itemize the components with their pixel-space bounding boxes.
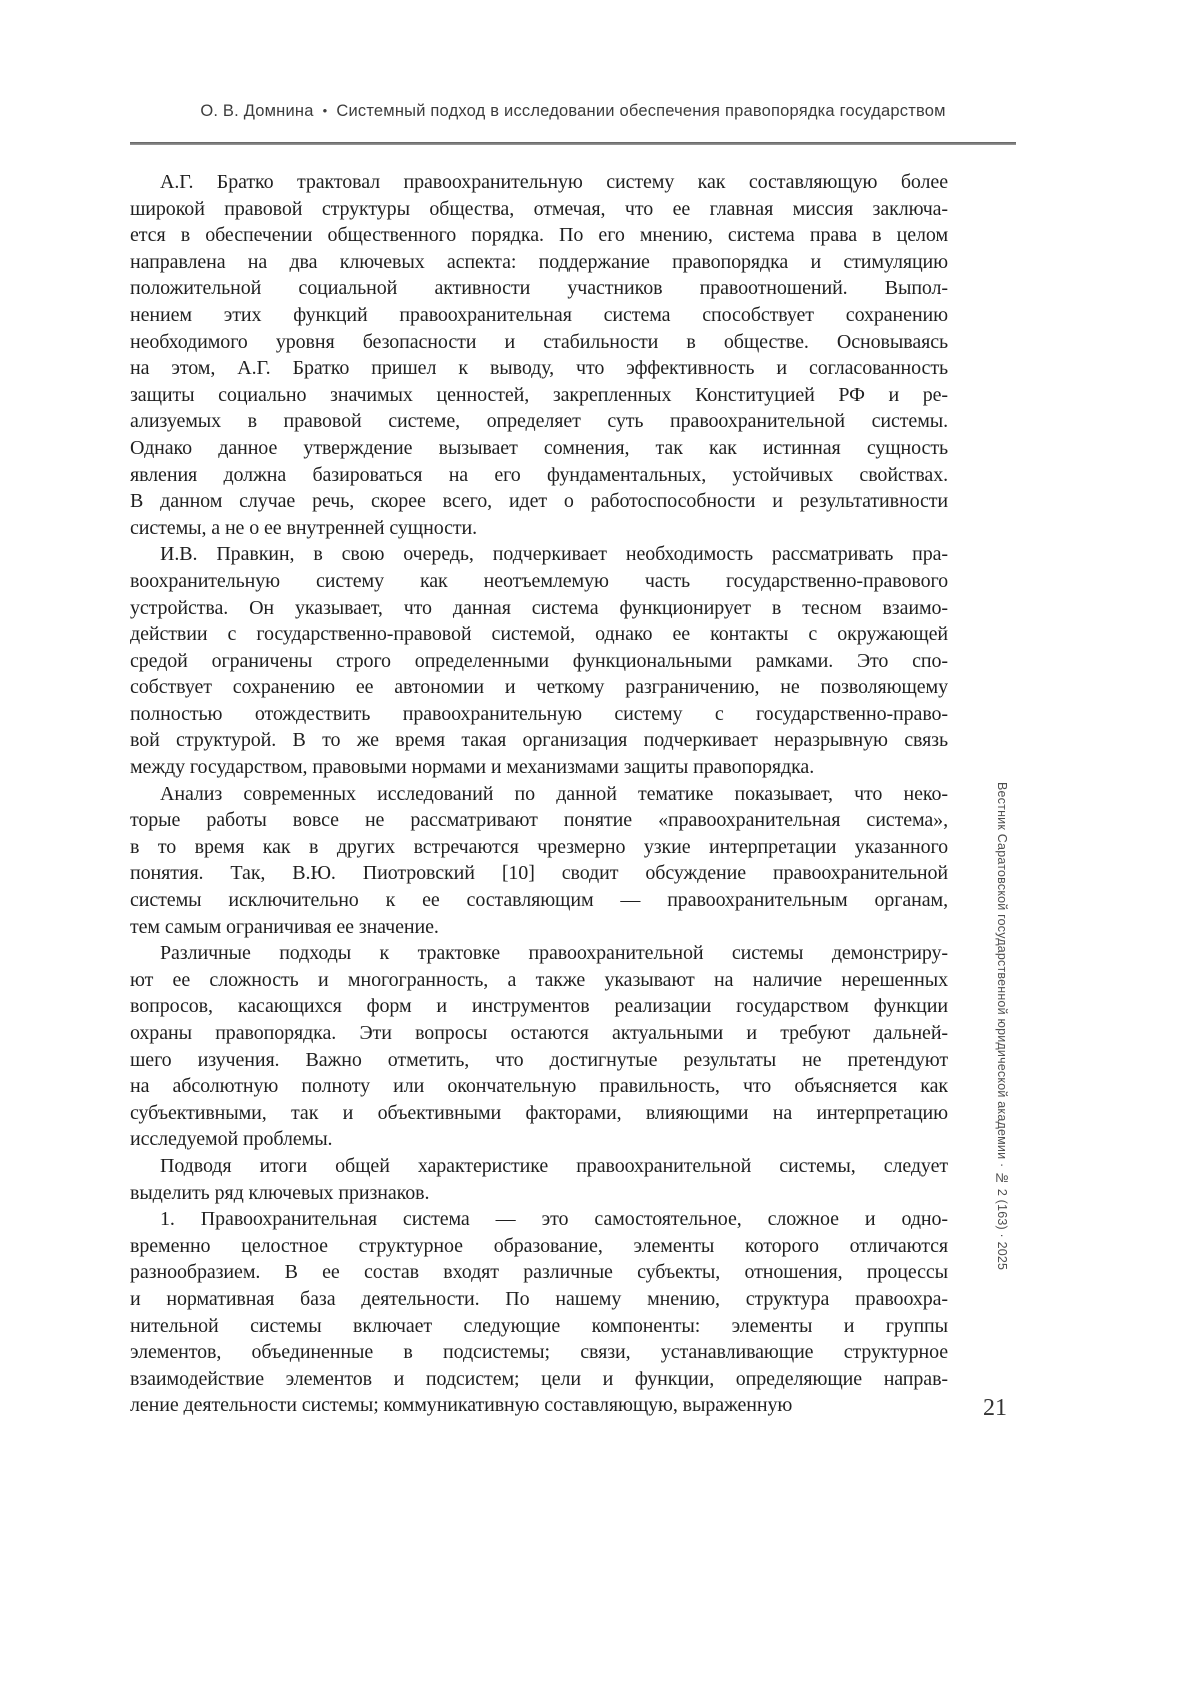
paragraph — [130, 940, 948, 1153]
text-line: вопросов, касающихся форм и инструментов реализации государством функции — [130, 995, 948, 1018]
text-line: торые работы вовсе не рассматривают понятие «правоохранительная система», — [130, 809, 948, 832]
text-line: воохранительную систему как неотъемлемую часть государственно-правового — [130, 569, 948, 592]
text-line: вой структурой. В то же время такая организация подчеркивает неразрывную связь — [130, 729, 948, 752]
text-line: на этом, А.Г. Братко пришел к выводу, что эффективность и согласованность — [130, 357, 948, 380]
text-line: нительной системы включает следующие компоненты: элементы и группы — [130, 1314, 948, 1337]
text-line: понятия. Так, В.Ю. Пиотровский [10] сводит обсуждение правоохранительной — [130, 862, 948, 885]
text-line: ют ее сложность и многогранность, а также указывают на наличие нерешенных — [130, 968, 948, 991]
text-line: действии с государственно-правовой системой, однако ее контакты с окружающей — [130, 623, 948, 646]
text-line: элементов, объединенные в подсистемы; связи, устанавливающие структурное — [130, 1341, 948, 1364]
text-line: полностью отождествить правоохранительную систему с государственно-право- — [130, 702, 948, 725]
text-line: собствует сохранению ее автономии и четкому разграничению, не позволяющему — [130, 676, 948, 699]
text-line: Анализ современных исследований по данной тематике показывает, что неко- — [160, 782, 948, 805]
text-line: Подводя итоги общей характеристике правоохранительной системы, следует — [160, 1154, 948, 1177]
header-article-title: Системный подход в исследовании обеспечения правопорядка государством — [336, 102, 946, 120]
text-line: Однако данное утверждение вызывает сомнения, так как истинная сущность — [130, 436, 948, 459]
running-header — [130, 102, 1016, 121]
text-line: охраны правопорядка. Эти вопросы остаются актуальными и требуют дальней- — [130, 1022, 948, 1044]
text-line: системы, а не о ее внутренней сущности. — [130, 516, 478, 539]
text-line: и нормативная база деятельности. По нашему мнению, структура правоохра- — [130, 1287, 948, 1310]
text-line: ализуемых в правовой системе, определяет суть правоохранительной системы. — [130, 410, 948, 433]
text-line: исследуемой проблемы. — [130, 1128, 333, 1151]
text-line: на абсолютную полноту или окончательную правильность, что объясняется как — [130, 1075, 948, 1098]
text-line: явления должна базироваться на его фундаментальных, устойчивых свойствах. — [130, 463, 948, 486]
text-line: положительной социальной активности участников правоотношений. Выпол- — [130, 277, 948, 300]
text-line: В данном случае речь, скорее всего, идет о работоспособности и результативности — [130, 490, 948, 513]
paragraph — [130, 169, 948, 541]
header-rule — [130, 142, 1016, 145]
paragraph — [130, 1206, 948, 1419]
text-line: необходимого уровня безопасности и стабильности в обществе. Основываясь — [130, 330, 948, 353]
text-line: А.Г. Братко трактовал правоохранительную систему как составляющую более — [160, 171, 948, 193]
text-line: выделить ряд ключевых признаков. — [130, 1181, 430, 1204]
paragraph — [130, 541, 948, 780]
text-line: между государством, правовыми нормами и механизмами защиты правопорядка. — [130, 756, 815, 779]
page-number: 21 — [983, 1395, 1007, 1421]
text-line: 1. Правоохранительная система — это самостоятельное, сложное и одно- — [160, 1208, 948, 1231]
text-line: ется в обеспечении общественного порядка. По его мнению, система права в целом — [130, 224, 948, 247]
text-line: временно целостное структурное образование, элементы которого отличаются — [130, 1234, 948, 1257]
text-line: устройства. Он указывает, что данная система функционирует в тесном взаимо- — [130, 596, 948, 619]
article-body — [130, 169, 948, 1419]
header-author: О. В. Домнина — [200, 102, 314, 120]
text-line: в то время как в других встречаются чрезмерно узкие интерпретации указанного — [130, 835, 948, 858]
journal-caption-vertical: Вестник Саратовской государственной юридической академии · № 2 (163) · 2025 — [995, 782, 1009, 1271]
text-line: Различные подходы к трактовке правоохранительной системы демонстриру- — [160, 942, 948, 965]
paragraph — [130, 781, 948, 941]
paragraph — [130, 1153, 948, 1206]
text-line: средой ограничены строго определенными функциональными рамками. Это спо- — [130, 649, 948, 672]
text-line: защиты социально значимых ценностей, закрепленных Конституцией РФ и ре- — [130, 383, 948, 406]
text-line: разнообразием. В ее состав входят различные субъекты, отношения, процессы — [130, 1261, 948, 1284]
text-line: тем самым ограничивая ее значение. — [130, 915, 439, 938]
text-line: субъективными, так и объективными факторами, влияющими на интерпретацию — [130, 1101, 948, 1124]
text-line: взаимодействие элементов и подсистем; цели и функции, определяющие направ- — [130, 1367, 948, 1390]
text-line: И.В. Правкин, в свою очередь, подчеркивает необходимость рассматривать пра- — [160, 543, 948, 566]
text-line: шего изучения. Важно отметить, что достигнутые результаты не претендуют — [130, 1048, 948, 1071]
text-line: системы исключительно к ее составляющим — правоохранительным органам, — [130, 889, 948, 912]
text-line: нением этих функций правоохранительная система способствует сохранению — [130, 303, 948, 326]
text-line: направлена на два ключевых аспекта: поддержание правопорядка и стимуляцию — [130, 250, 948, 273]
text-line: ление деятельности системы; коммуникативную составляющую, выраженную — [130, 1394, 793, 1417]
header-separator-bullet: • — [322, 103, 328, 118]
text-line: широкой правовой структуры общества, отмечая, что ее главная миссия заключа- — [130, 197, 948, 220]
